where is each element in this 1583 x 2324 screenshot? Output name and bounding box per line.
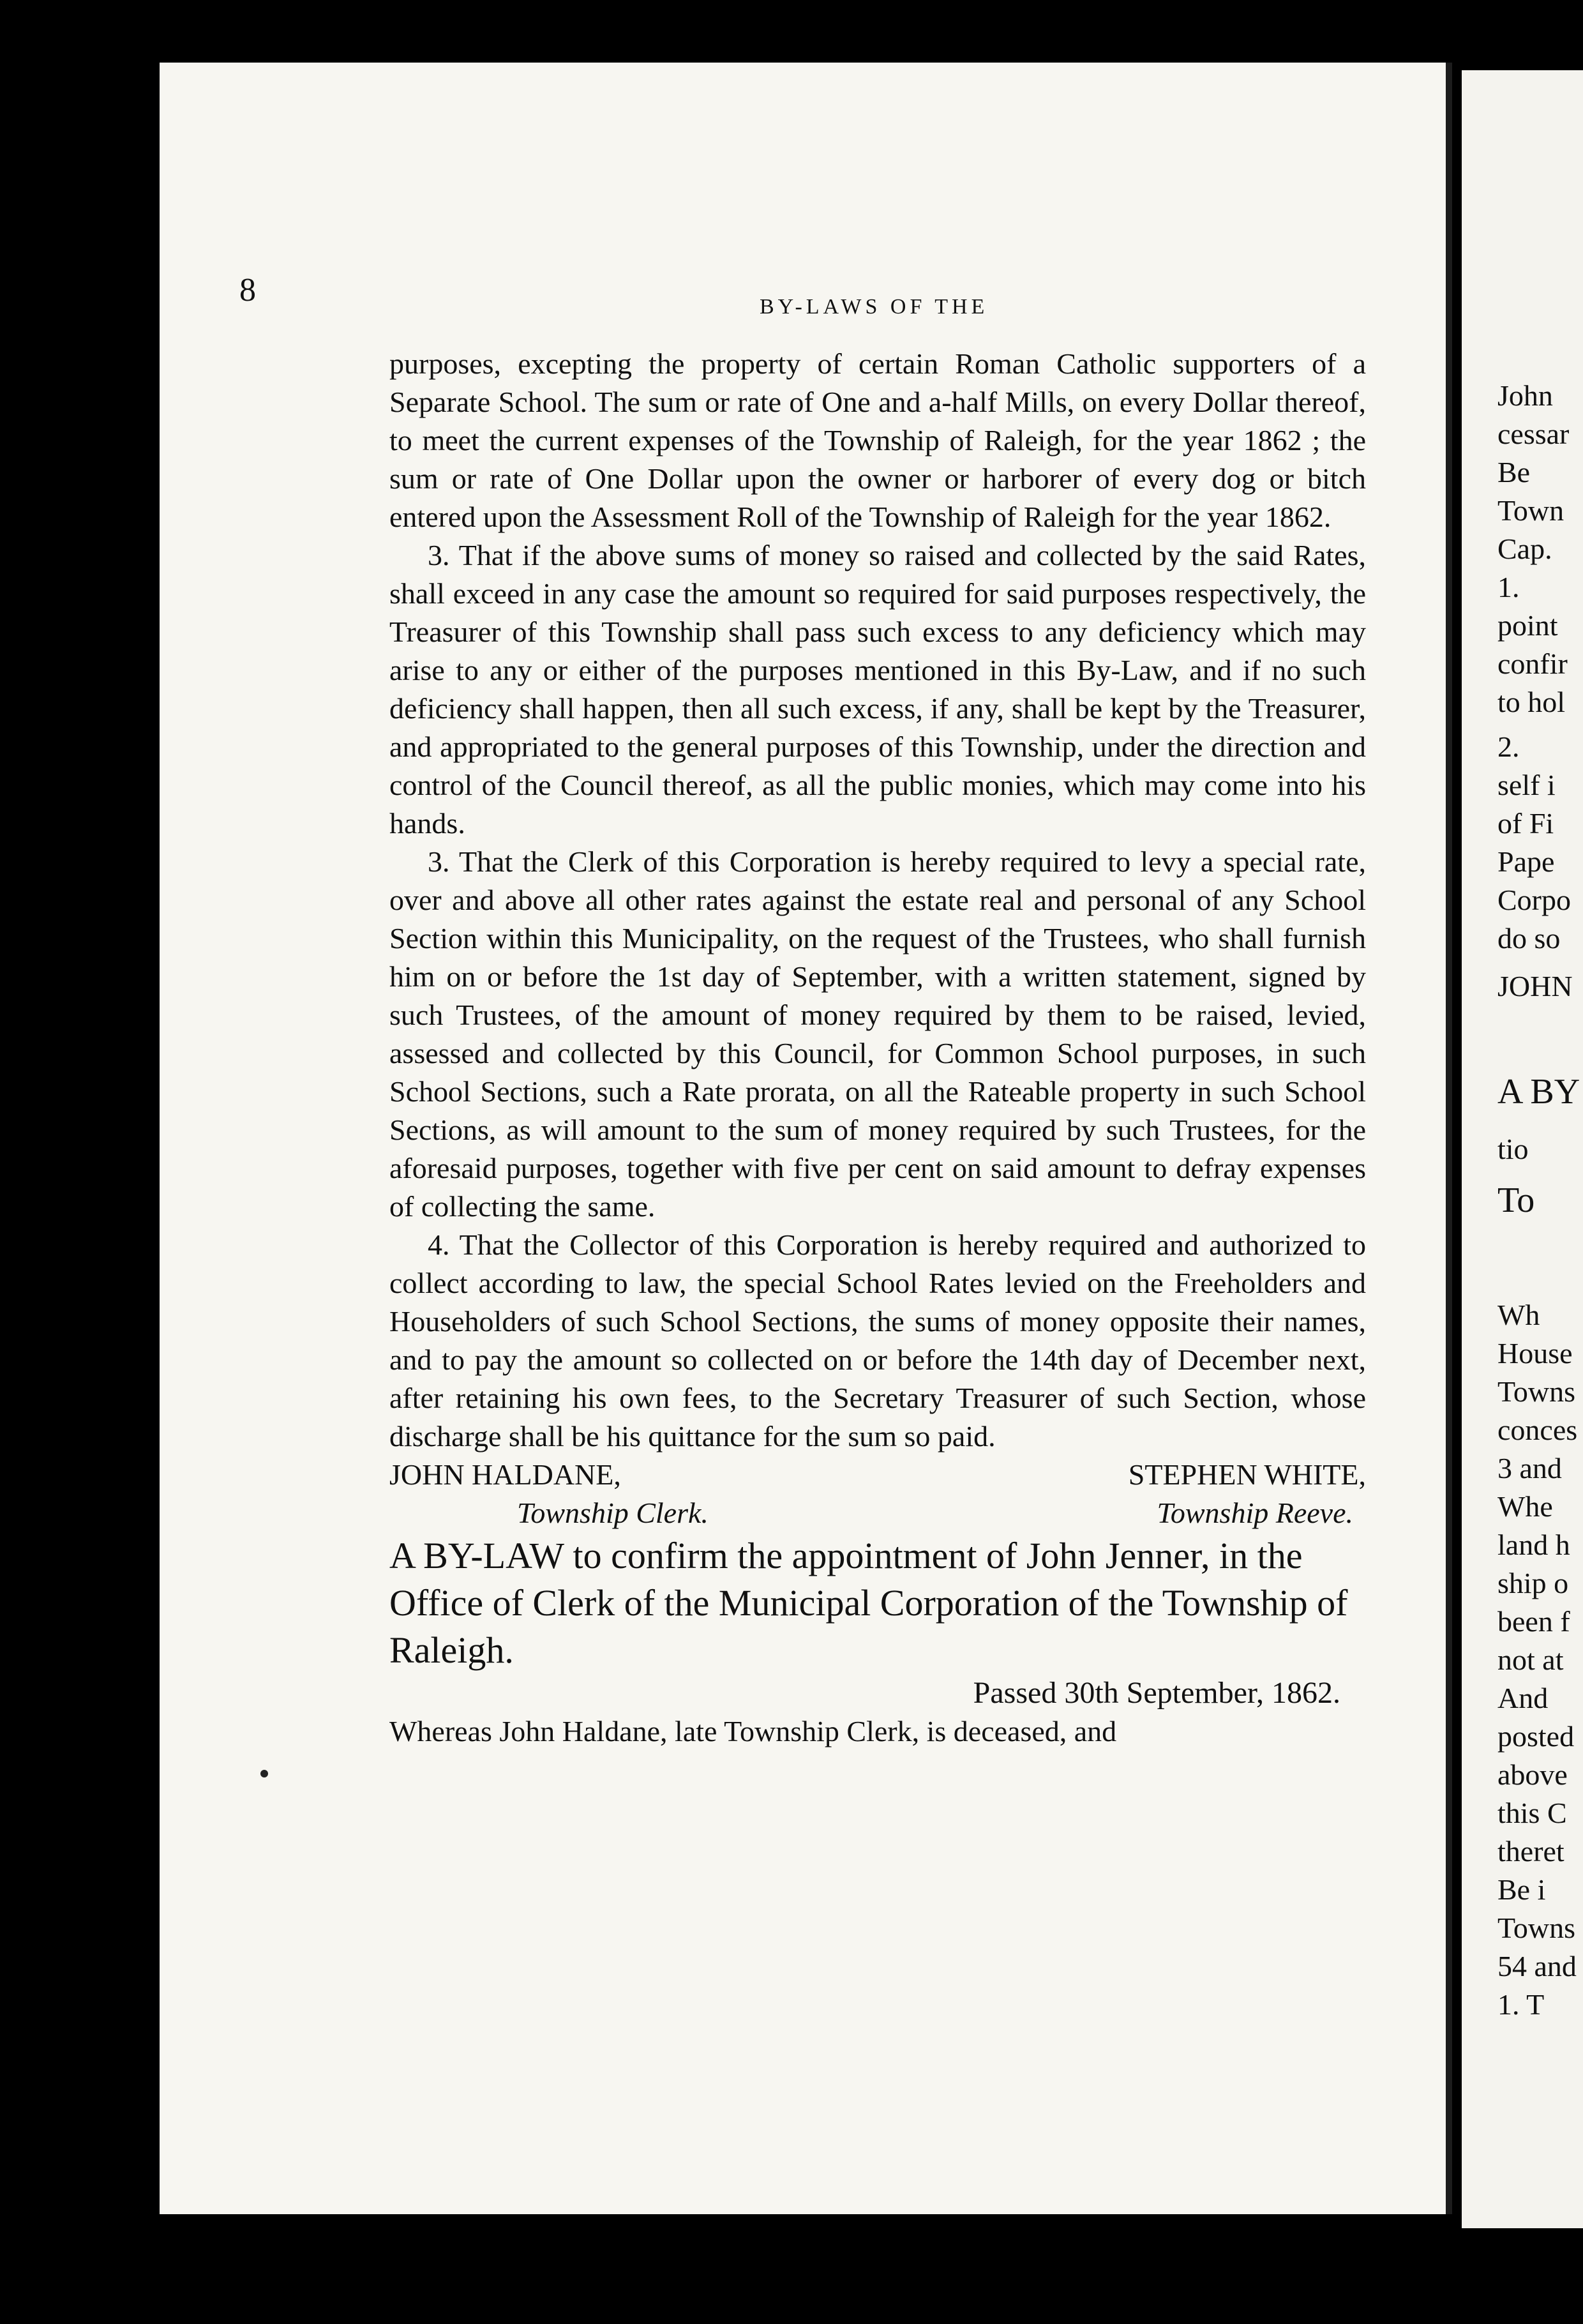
- facing-line: above: [1497, 1758, 1568, 1791]
- reeve-name: STEPHEN WHITE,: [1128, 1458, 1366, 1491]
- facing-line: land h: [1497, 1528, 1570, 1561]
- paragraph: 4. That the Collector of this Corporation is hereby required and authorized to collect according to law, the special School Rates levied on the Freeholders and Householders of such School Sections, the sums of money opposite their names, and to pay the amount so collected on or before the 14th day of December next, after retaining his own fees, to the Secretary Treasurer of such Section, whose discharge shall be his quittance for the sum so paid.: [389, 1228, 1366, 1452]
- paragraph: Whereas John Haldane, late Township Clerk, is deceased, and: [389, 1715, 1117, 1747]
- facing-line: conces: [1497, 1414, 1578, 1446]
- facing-line: Pape: [1497, 845, 1555, 878]
- paragraph: purposes, excepting the property of certain Roman Catholic supporters of a Separate School. The sum or rate of One and a-half Mills, on every Dollar thereof, to meet the current expenses of the Township of Raleigh, for the year 1862 ; the sum or rate of One Dollar upon the owner or harborer of every dog or bitch entered upon the Assessment Roll of the Township of Raleigh for the year 1862.: [389, 347, 1366, 533]
- facing-line: 54 and: [1497, 1950, 1577, 1982]
- running-head: BY-LAWS OF THE: [760, 295, 989, 319]
- clerk-name: JOHN HALDANE,: [389, 1458, 621, 1491]
- facing-line: tio: [1497, 1133, 1529, 1165]
- facing-line: cessar: [1497, 418, 1570, 450]
- reeve-title: Township Reeve.: [1157, 1497, 1353, 1529]
- facing-line: A BY: [1497, 1072, 1580, 1112]
- signature-titles: [389, 1494, 1366, 1532]
- page-number: 8: [239, 272, 256, 308]
- bylaw-title: A BY-LAW to confirm the appointment of John Jenner, in the Office of Clerk of the Municipal Corporation of the Township of Raleigh.: [389, 1535, 1348, 1671]
- paragraph: 3. That the Clerk of this Corporation is hereby required to levy a special rate, over and above all other rates against the estate real and personal of any School Section within this Municipality, on the request of the Trustees, who shall furnish him on or before the 1st day of September, with a written statement, signed by such Trustees, of the amount of money required by them to be raised, levied, assessed and collected by this Council, for Common School purposes, in such School Sections, such a Rate prorata, on all the Rateable property in such School Sections, as will amount to the sum of money required by such Trustees, for the aforesaid purposes, together with five per cent on said amount to defray expenses of collecting the same.: [389, 845, 1366, 1223]
- facing-page-edge: [1462, 70, 1583, 2228]
- facing-line: 2.: [1497, 730, 1520, 763]
- facing-line: Towns: [1497, 1912, 1576, 1944]
- facing-line: point: [1497, 609, 1558, 642]
- facing-line: John: [1497, 379, 1553, 412]
- facing-line: to hol: [1497, 686, 1566, 718]
- facing-line: this C: [1497, 1797, 1567, 1829]
- facing-line: Corpo: [1497, 884, 1571, 916]
- passed-date: Passed 30th September, 1862.: [973, 1676, 1340, 1710]
- facing-line: To: [1497, 1181, 1535, 1220]
- facing-line: 1. T: [1497, 1988, 1545, 2021]
- facing-line: not at: [1497, 1643, 1564, 1676]
- facing-line: self i: [1497, 769, 1556, 801]
- facing-line: Be: [1497, 456, 1531, 488]
- facing-line: of Fi: [1497, 807, 1554, 840]
- facing-line: Towns: [1497, 1375, 1576, 1408]
- facing-line: been f: [1497, 1605, 1570, 1638]
- facing-line: theret: [1497, 1835, 1564, 1867]
- signature-names: [389, 1456, 1366, 1494]
- facing-line: Whe: [1497, 1490, 1553, 1523]
- facing-line: Be i: [1497, 1873, 1546, 1906]
- facing-line: 3 and: [1497, 1452, 1562, 1484]
- facing-line: 1.: [1497, 571, 1520, 603]
- facing-line: Cap.: [1497, 532, 1552, 565]
- facing-line: JOHN: [1497, 970, 1573, 1002]
- facing-line: And: [1497, 1682, 1549, 1714]
- facing-line: confir: [1497, 647, 1568, 680]
- facing-line: House: [1497, 1337, 1573, 1370]
- facing-line: Wh: [1497, 1299, 1540, 1331]
- facing-line: posted: [1497, 1720, 1575, 1753]
- page-text: [389, 345, 1366, 1751]
- clerk-title: Township Clerk.: [517, 1497, 709, 1529]
- facing-line: Town: [1497, 494, 1564, 527]
- paragraph: 3. That if the above sums of money so raised and collected by the said Rates, shall exceed in any case the amount so required for said purposes respectively, the Treasurer of this Township shall pass such excess to any deficiency which may arise to any or either of the purposes mentioned in this By-Law, and if no such deficiency shall happen, then all such excess, if any, shall be kept by the Treasurer, and appropriated to the general purposes of this Township, under the direction and control of the Council thereof, as all the public monies, which may come into his hands.: [389, 539, 1366, 840]
- facing-line: ship o: [1497, 1567, 1569, 1599]
- facing-line: do so: [1497, 922, 1561, 954]
- ink-dot: [260, 1770, 268, 1777]
